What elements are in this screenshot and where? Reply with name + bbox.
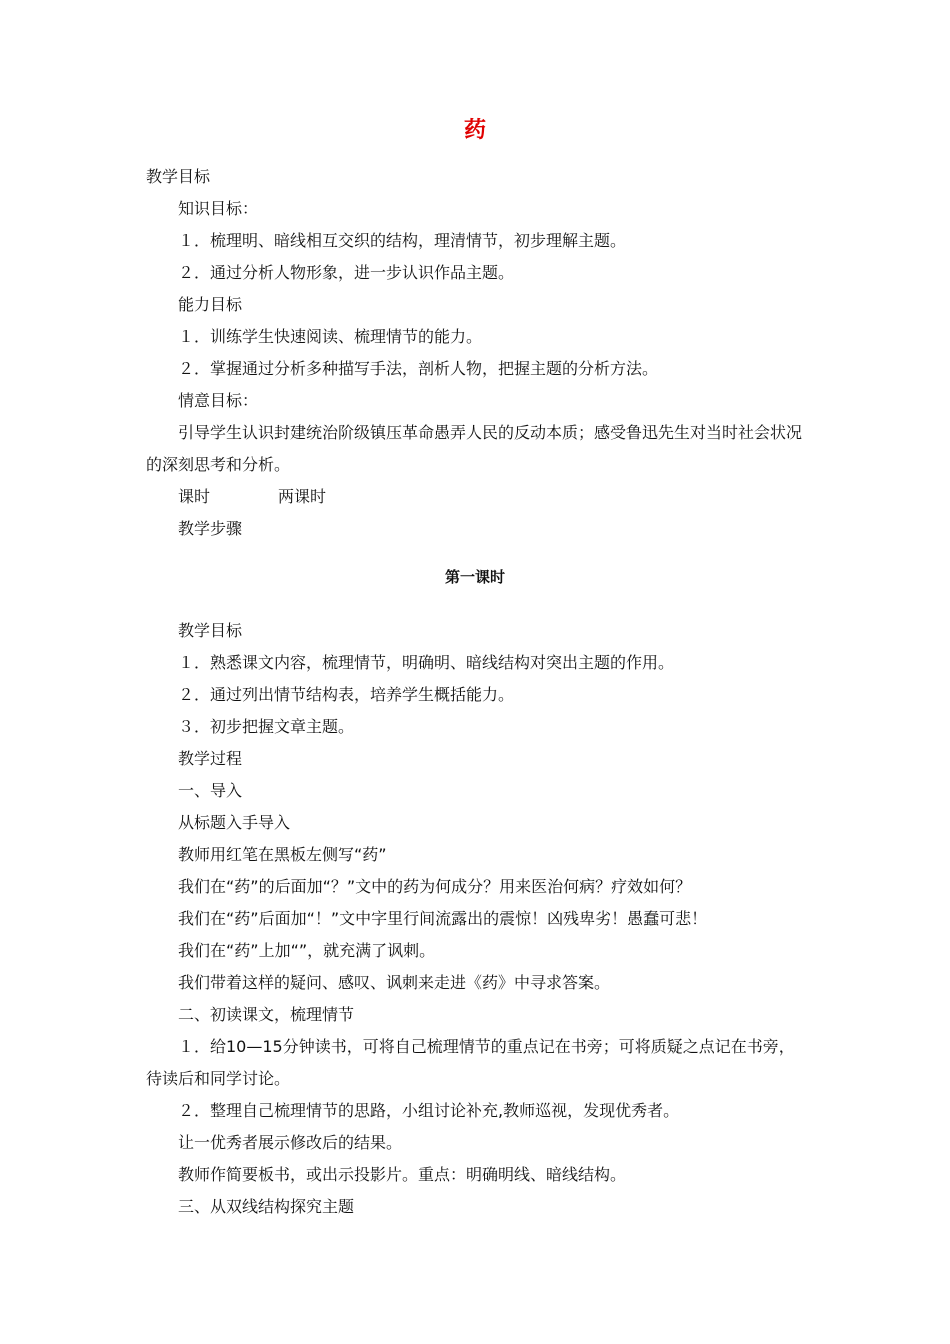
part-one-title: 一、导入 [178,781,243,800]
emotion-goals-text: 引导学生认识封建统治阶级镇压革命愚弄人民的反动本质；感受鲁迅先生对当时社会状况的深刻思考和分析。 [146,423,803,474]
ability-goal-item-2: ２．掌握通过分析多种描写手法，剖析人物，把握主题的分析方法。 [178,359,659,378]
part-two-item-1: １．给10—15分钟读书，可将自己梳理情节的重点记在书旁；可将质疑之点记在书旁，待读后和同学讨论。 [146,1037,795,1088]
lesson-count-row [178,486,478,508]
part-one-line-3: 我们在“药”的后面加“？”文中的药为何成分？用来医治何病？疗效如何？ [178,877,692,896]
lesson-count-label: 课时 [178,487,211,506]
part-two-line-1: ２．整理自己梳理情节的思路，小组讨论补充,教师巡视，发现优秀者。 [178,1101,680,1120]
part-one-line-1: 从标题入手导入 [178,813,291,832]
part-two-line-2: 让一优秀者展示修改后的结果。 [178,1133,403,1152]
lesson-goal-item-1: １．熟悉课文内容，梳理情节，明确明、暗线结构对突出主题的作用。 [178,653,675,672]
teaching-goals-heading: 教学目标 [146,167,211,186]
knowledge-goal-item-1: １．梳理明、暗线相互交织的结构，理清情节，初步理解主题。 [178,231,627,250]
lesson-count-value: 两课时 [278,487,327,506]
teaching-steps-label: 教学步骤 [178,519,243,538]
part-one-line-2: 教师用红笔在黑板左侧写“药” [178,845,387,864]
lesson-goals-label: 教学目标 [178,621,243,640]
lesson-goal-item-3: ３．初步把握文章主题。 [178,717,355,736]
part-three-title: 三、从双线结构探究主题 [178,1197,355,1216]
ability-goals-label: 能力目标 [178,295,243,314]
part-one-line-6: 我们带着这样的疑问、感叹、讽刺来走进《药》中寻求答案。 [178,973,611,992]
document-title: 药 [463,118,486,143]
lesson-one-heading: 第一课时 [444,568,505,586]
part-one-line-4: 我们在“药”后面加“！”文中字里行间流露出的震惊！凶残卑劣！愚蠢可悲！ [178,909,708,928]
part-one-line-5: 我们在“药”上加“”，就充满了讽刺。 [178,941,436,960]
emotion-goals-label: 情意目标： [178,391,259,410]
lesson-goal-item-2: ２．通过列出情节结构表，培养学生概括能力。 [178,685,515,704]
knowledge-goal-item-2: ２．通过分析人物形象，进一步认识作品主题。 [178,263,515,282]
part-two-title: 二、初读课文，梳理情节 [178,1005,355,1024]
ability-goal-item-1: １．训练学生快速阅读、梳理情节的能力。 [178,327,483,346]
part-two-line-3: 教师作简要板书，或出示投影片。重点：明确明线、暗线结构。 [178,1165,627,1184]
knowledge-goals-label: 知识目标： [178,199,259,218]
teaching-process-label: 教学过程 [178,749,243,768]
